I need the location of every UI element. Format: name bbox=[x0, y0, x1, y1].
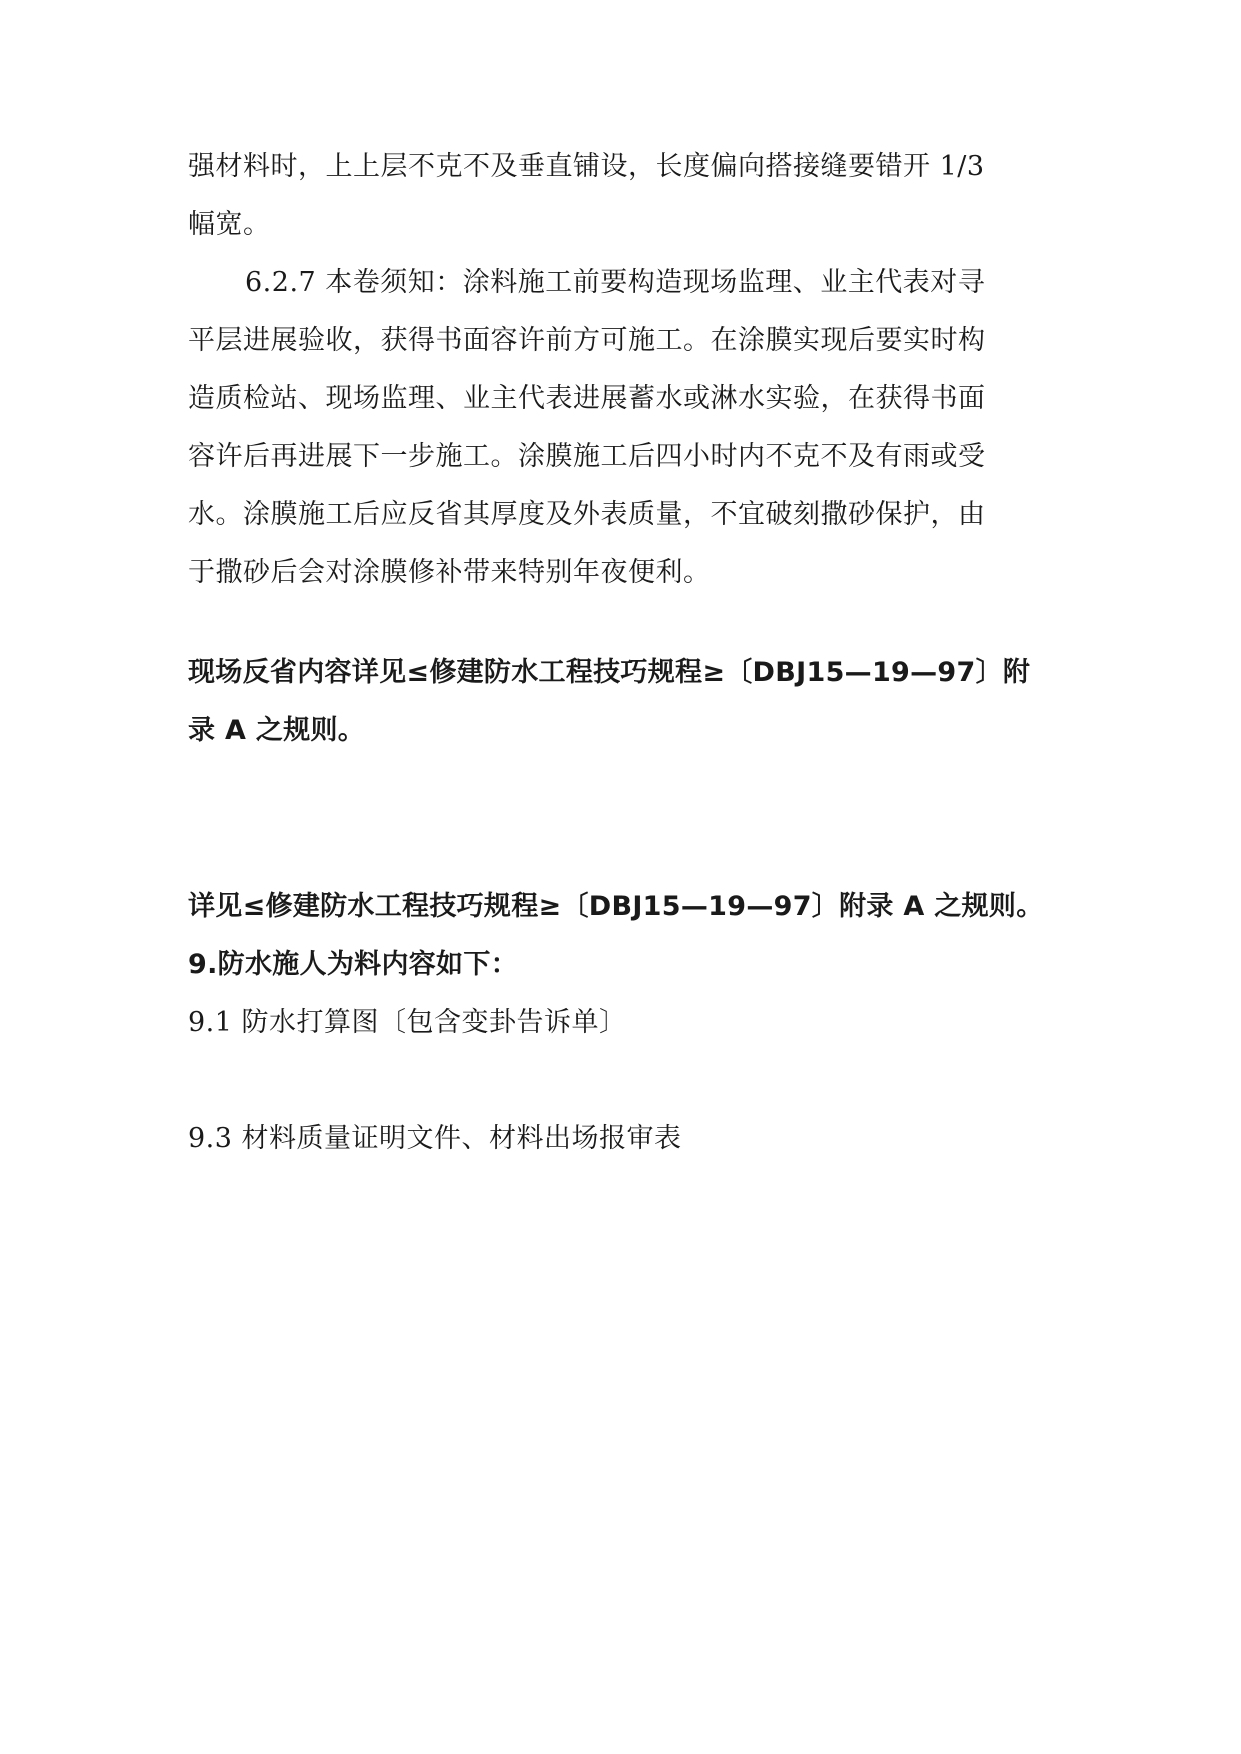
paragraph-2-line-6: 于撒砂后会对涂膜修补带来特别年夜便利。 bbox=[188, 557, 711, 588]
paragraph-2-line-4: 容许后再进展下一步施工。涂膜施工后四小时内不克不及有雨或受 bbox=[188, 441, 986, 472]
paragraph-2-line-2: 平层进展验收，获得书面容许前方可施工。在涂膜实现后要实时构 bbox=[188, 325, 986, 356]
paragraph-2-line-1: 6.2.7 本卷须知：涂料施工前要构造现场监理、业主代表对寻 bbox=[245, 267, 986, 298]
paragraph-2-line-3: 造质检站、现场监理、业主代表进展蓄水或淋水实验，在获得书面 bbox=[188, 383, 986, 414]
paragraph-1-line-1: 强材料时，上上层不克不及垂直铺设，长度偏向搭接缝要错开 1/3 bbox=[188, 151, 985, 182]
section-9-item-3: 9.3 材料质量证明文件、材料出场报审表 bbox=[188, 1123, 682, 1154]
section-9-heading: 9.防水施人为料内容如下： bbox=[188, 949, 518, 980]
section-9-item-1: 9.1 防水打算图〔包含变卦告诉单〕 bbox=[188, 1007, 627, 1038]
bold-paragraph-1-line-1: 现场反省内容详见≤修建防水工程技巧规程≥〔DBJ15—19—97〕附 bbox=[188, 657, 1031, 688]
paragraph-1-line-2: 幅宽。 bbox=[188, 209, 271, 240]
bold-paragraph-2: 详见≤修建防水工程技巧规程≥〔DBJ15—19—97〕附录 A 之规则。 bbox=[188, 891, 1044, 922]
bold-paragraph-1-line-2: 录 A 之规则。 bbox=[188, 715, 366, 746]
paragraph-2-line-5: 水。涂膜施工后应反省其厚度及外表质量，不宜破刻撒砂保护，由 bbox=[188, 499, 986, 530]
